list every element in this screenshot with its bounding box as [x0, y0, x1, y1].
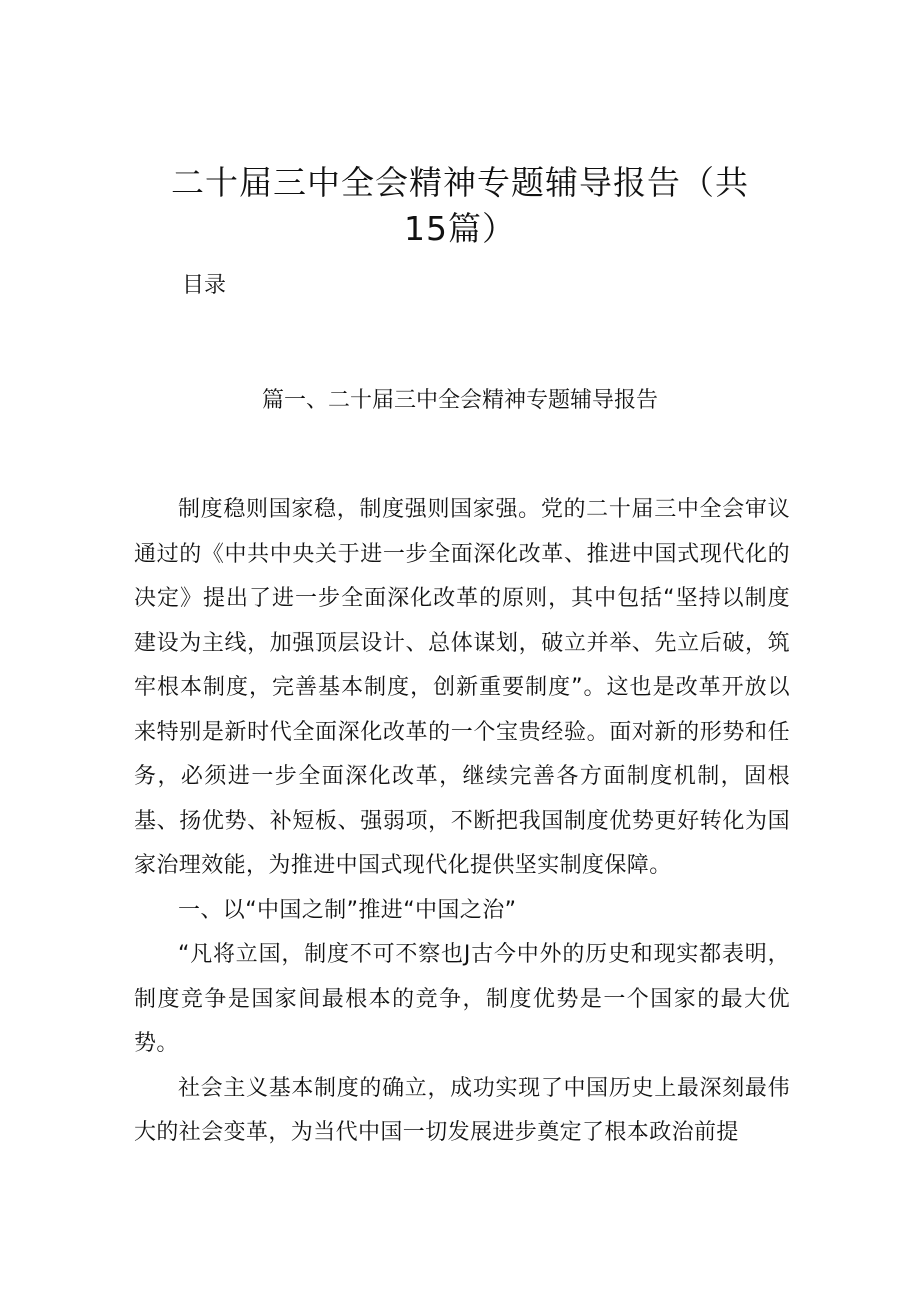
subheading: 一、以“中国之制”推进“中国之治”	[178, 897, 517, 923]
paragraph: 制度稳则国家稳，制度强则国家强。党的二十届三中全会审议通过的《中共中央关于进一步全面深化改革、推进中国式现代化的决定》提出了进一步全面深化改革的原则，其中包括“坚持以制度建设为主线，加强顶层设计、总体谋划，破立并举、先立后破，筑牢根本制度，完善基本制度，创新重要制度”。这也是改革开放以来特别是新时代全面深化改革的一个宝贵经验。面对新的形势和任务，必须进一步全面深化改革，继续完善各方面制度机制，固根基、扬优势、补短板、强弱项，不断把我国制度优势更好转化为国家治理效能，为推进中国式现代化提供坚实制度保障。	[134, 497, 790, 878]
toc-label: 目录	[182, 273, 227, 298]
paragraph: “凡将立国，制度不可不察也J古今中外的历史和现实都表明，制度竞争是国家间最根本的竞争，制度优势是一个国家的最大优势。	[134, 942, 790, 1056]
paragraph: 社会主义基本制度的确立，成功实现了中国历史上最深刻最伟大的社会变革，为当代中国一切发展进步奠定了根本政治前提	[134, 1075, 790, 1145]
document-title: 二十届三中全会精神专题辅导报告（共15篇）	[171, 163, 749, 249]
document-body	[134, 488, 790, 1156]
section-heading: 篇一、二十届三中全会精神专题辅导报告	[261, 388, 658, 413]
